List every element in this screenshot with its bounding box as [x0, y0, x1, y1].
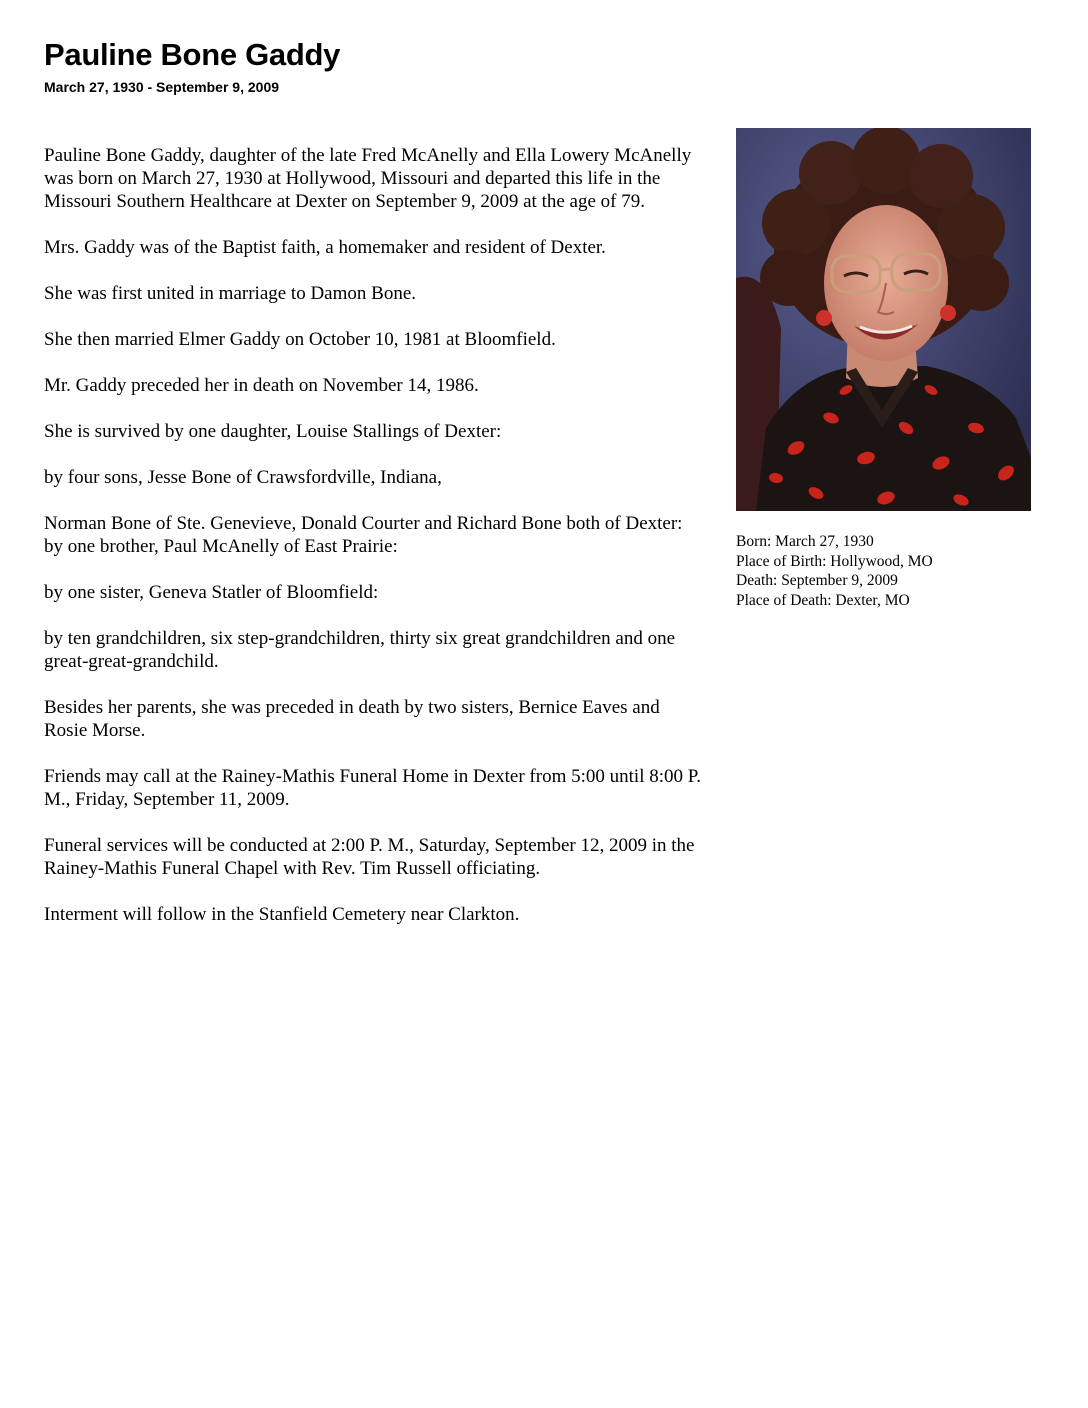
paragraph: She was first united in marriage to Damon Bone.	[44, 283, 417, 304]
portrait-photo	[736, 128, 1031, 511]
paragraph: Friends may call at the Rainey-Mathis Funeral Home in Dexter from 5:00 until 8:00 P. M., Friday, September 11, 2009.	[44, 766, 701, 810]
paragraph: Mrs. Gaddy was of the Baptist faith, a homemaker and resident of Dexter.	[44, 237, 606, 258]
birth-date: Born: March 27, 1930	[736, 533, 874, 550]
life-dates: March 27, 1930 - September 9, 2009	[44, 79, 280, 95]
paragraph: by one sister, Geneva Statler of Bloomfield:	[44, 582, 379, 603]
paragraph: Funeral services will be conducted at 2:00 P. M., Saturday, September 12, 2009 in the Rainey-Mathis Funeral Chapel with Rev. Tim Russell officiating.	[44, 835, 695, 879]
portrait-illustration	[736, 128, 1031, 511]
paragraph: She then married Elmer Gaddy on October 10, 1981 at Bloomfield.	[44, 329, 556, 350]
vital-facts	[736, 532, 1066, 610]
obituary-text	[44, 144, 704, 949]
birth-place: Place of Birth: Hollywood, MO	[736, 552, 933, 570]
paragraph: Interment will follow in the Stanfield Cemetery near Clarkton.	[44, 904, 520, 925]
death-date: Death: September 9, 2009	[736, 572, 898, 589]
paragraph: Mr. Gaddy preceded her in death on November 14, 1986.	[44, 375, 479, 396]
paragraph: Norman Bone of Ste. Genevieve, Donald Courter and Richard Bone both of Dexter: by one brother, Paul McAnelly of East Prairie:	[44, 513, 683, 557]
paragraph: Besides her parents, she was preceded in death by two sisters, Bernice Eaves and Rosie Morse.	[44, 697, 660, 741]
death-place: Place of Death: Dexter, MO	[736, 591, 910, 609]
paragraph: Pauline Bone Gaddy, daughter of the late Fred McAnelly and Ella Lowery McAnelly was born on March 27, 1930 at Hollywood, Missouri and departed this life in the Missouri Southern Healthcare at Dexter on September 9, 2009 at the age of 79.	[44, 145, 692, 212]
page-title: Pauline Bone Gaddy	[44, 37, 341, 72]
paragraph: She is survived by one daughter, Louise Stallings of Dexter:	[44, 421, 502, 442]
paragraph: by ten grandchildren, six step-grandchildren, thirty six great grandchildren and one great-great-grandchild.	[44, 628, 676, 672]
paragraph: by four sons, Jesse Bone of Crawsfordville, Indiana,	[44, 467, 442, 488]
